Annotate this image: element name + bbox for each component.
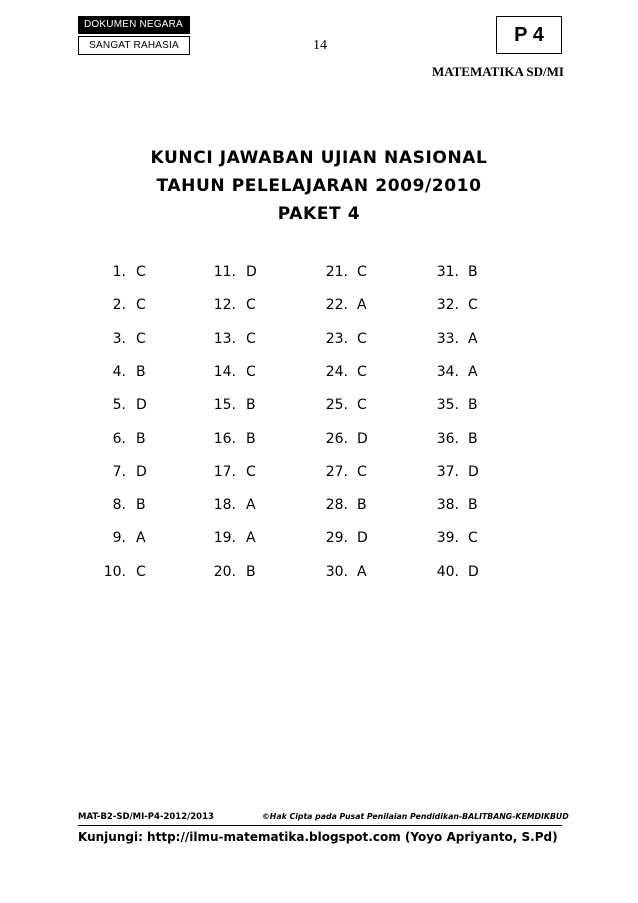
answer-number: 19.: [213, 530, 236, 547]
answer-number: 31.: [436, 264, 459, 280]
answer-number: 16.: [213, 430, 236, 447]
answer-letter: C: [357, 264, 367, 280]
answer-number: 25.: [325, 397, 348, 414]
title-line-2: TAHUN PELELAJARAN 2009/2010: [156, 176, 482, 196]
answer-number: 1.: [112, 264, 126, 280]
answer-number: 20.: [213, 563, 236, 580]
answer-number: 40.: [436, 563, 459, 580]
answer-letter: A: [468, 330, 478, 347]
answer-letter: B: [246, 397, 256, 414]
answer-number: 4.: [112, 363, 126, 380]
answer-number: 3.: [112, 330, 126, 347]
answer-letter: B: [136, 497, 146, 514]
answer-number: 8.: [112, 497, 126, 514]
answer-number: 13.: [213, 330, 236, 347]
answer-letter: B: [468, 397, 478, 414]
answer-letter: A: [246, 497, 256, 514]
footer-divider: [78, 825, 562, 826]
answer-letter: C: [357, 330, 367, 347]
sangat-rahasia-label: SANGAT RAHASIA: [78, 36, 190, 55]
answer-letter: C: [357, 363, 367, 380]
answer-letter: C: [357, 463, 367, 480]
title-line-3: PAKET 4: [277, 204, 361, 224]
answer-number: 21.: [325, 264, 348, 280]
footer-code: MAT-B2-SD/MI-P4-2012/2013: [78, 812, 214, 822]
answer-letter: A: [246, 530, 256, 547]
answer-letter: C: [468, 530, 478, 547]
answer-letter: A: [468, 363, 478, 380]
title-line-1: KUNCI JAWABAN UJIAN NASIONAL: [150, 148, 488, 168]
answer-number: 2.: [112, 297, 126, 314]
answer-letter: D: [136, 463, 147, 480]
answer-letter: C: [468, 297, 478, 314]
answer-number: 26.: [325, 430, 348, 447]
answer-letter: D: [468, 463, 479, 480]
answer-number: 27.: [325, 463, 348, 480]
answer-number: 12.: [213, 297, 236, 314]
answer-number: 22.: [325, 297, 348, 314]
subject-label: MATEMATIKA SD/MI: [431, 64, 564, 79]
answer-letter: D: [136, 397, 147, 414]
answer-letter: C: [246, 330, 256, 347]
answer-letter: C: [246, 297, 256, 314]
answer-letter: B: [246, 430, 256, 447]
answer-number: 17.: [213, 463, 236, 480]
answer-letter: C: [136, 297, 146, 314]
dokumen-negara-label: DOKUMEN NEGARA: [78, 16, 190, 34]
answer-letter: C: [246, 363, 256, 380]
answer-number: 23.: [325, 330, 348, 347]
answer-letter: C: [136, 563, 146, 580]
footer-copyright: ©Hak Cipta pada Pusat Penilaian Pendidikan-BALITBANG-KEMDIKBUD: [262, 812, 569, 821]
answer-number: 37.: [436, 463, 459, 480]
answer-letter: D: [468, 563, 479, 580]
answer-number: 32.: [436, 297, 459, 314]
answer-number: 5.: [112, 397, 126, 414]
page-number: 14: [313, 38, 327, 53]
answer-letter: C: [246, 463, 256, 480]
answer-letter: B: [468, 264, 478, 280]
answer-number: 6.: [112, 430, 126, 447]
answer-number: 38.: [436, 497, 459, 514]
answer-number: 34.: [436, 363, 459, 380]
answer-number: 24.: [325, 363, 348, 380]
answer-letter: D: [357, 530, 368, 547]
answer-letter: A: [357, 297, 367, 314]
answer-letter: B: [357, 497, 367, 514]
answer-number: 29.: [325, 530, 348, 547]
answer-letter: A: [357, 563, 367, 580]
answer-letter: C: [357, 397, 367, 414]
answer-letter: B: [136, 363, 146, 380]
answer-number: 36.: [436, 430, 459, 447]
answer-letter: B: [136, 430, 146, 447]
answer-letter: D: [246, 264, 257, 280]
answer-letter: B: [246, 563, 256, 580]
answer-number: 18.: [213, 497, 236, 514]
answer-letter: C: [136, 330, 146, 347]
answer-number: 39.: [436, 530, 459, 547]
answer-letter: B: [468, 430, 478, 447]
answer-letter: C: [136, 264, 146, 280]
answer-number: 30.: [325, 563, 348, 580]
answer-number: 14.: [213, 363, 236, 380]
document-title: [0, 144, 638, 228]
answer-number: 28.: [325, 497, 348, 514]
answer-key-grid: [0, 262, 638, 580]
visit-link-text: Kunjungi: http://ilmu-matematika.blogspot.com (Yoyo Apriyanto, S.Pd): [78, 830, 558, 844]
answer-number: 11.: [213, 264, 236, 280]
answer-letter: D: [357, 430, 368, 447]
answer-number: 15.: [213, 397, 236, 414]
answer-number: 7.: [112, 463, 126, 480]
answer-letter: B: [468, 497, 478, 514]
answer-letter: A: [136, 530, 146, 547]
paket-code-box: P 4: [496, 16, 562, 54]
answer-number: 35.: [436, 397, 459, 414]
answer-number: 33.: [436, 330, 459, 347]
answer-number: 9.: [112, 530, 126, 547]
answer-number: 10.: [103, 563, 126, 580]
